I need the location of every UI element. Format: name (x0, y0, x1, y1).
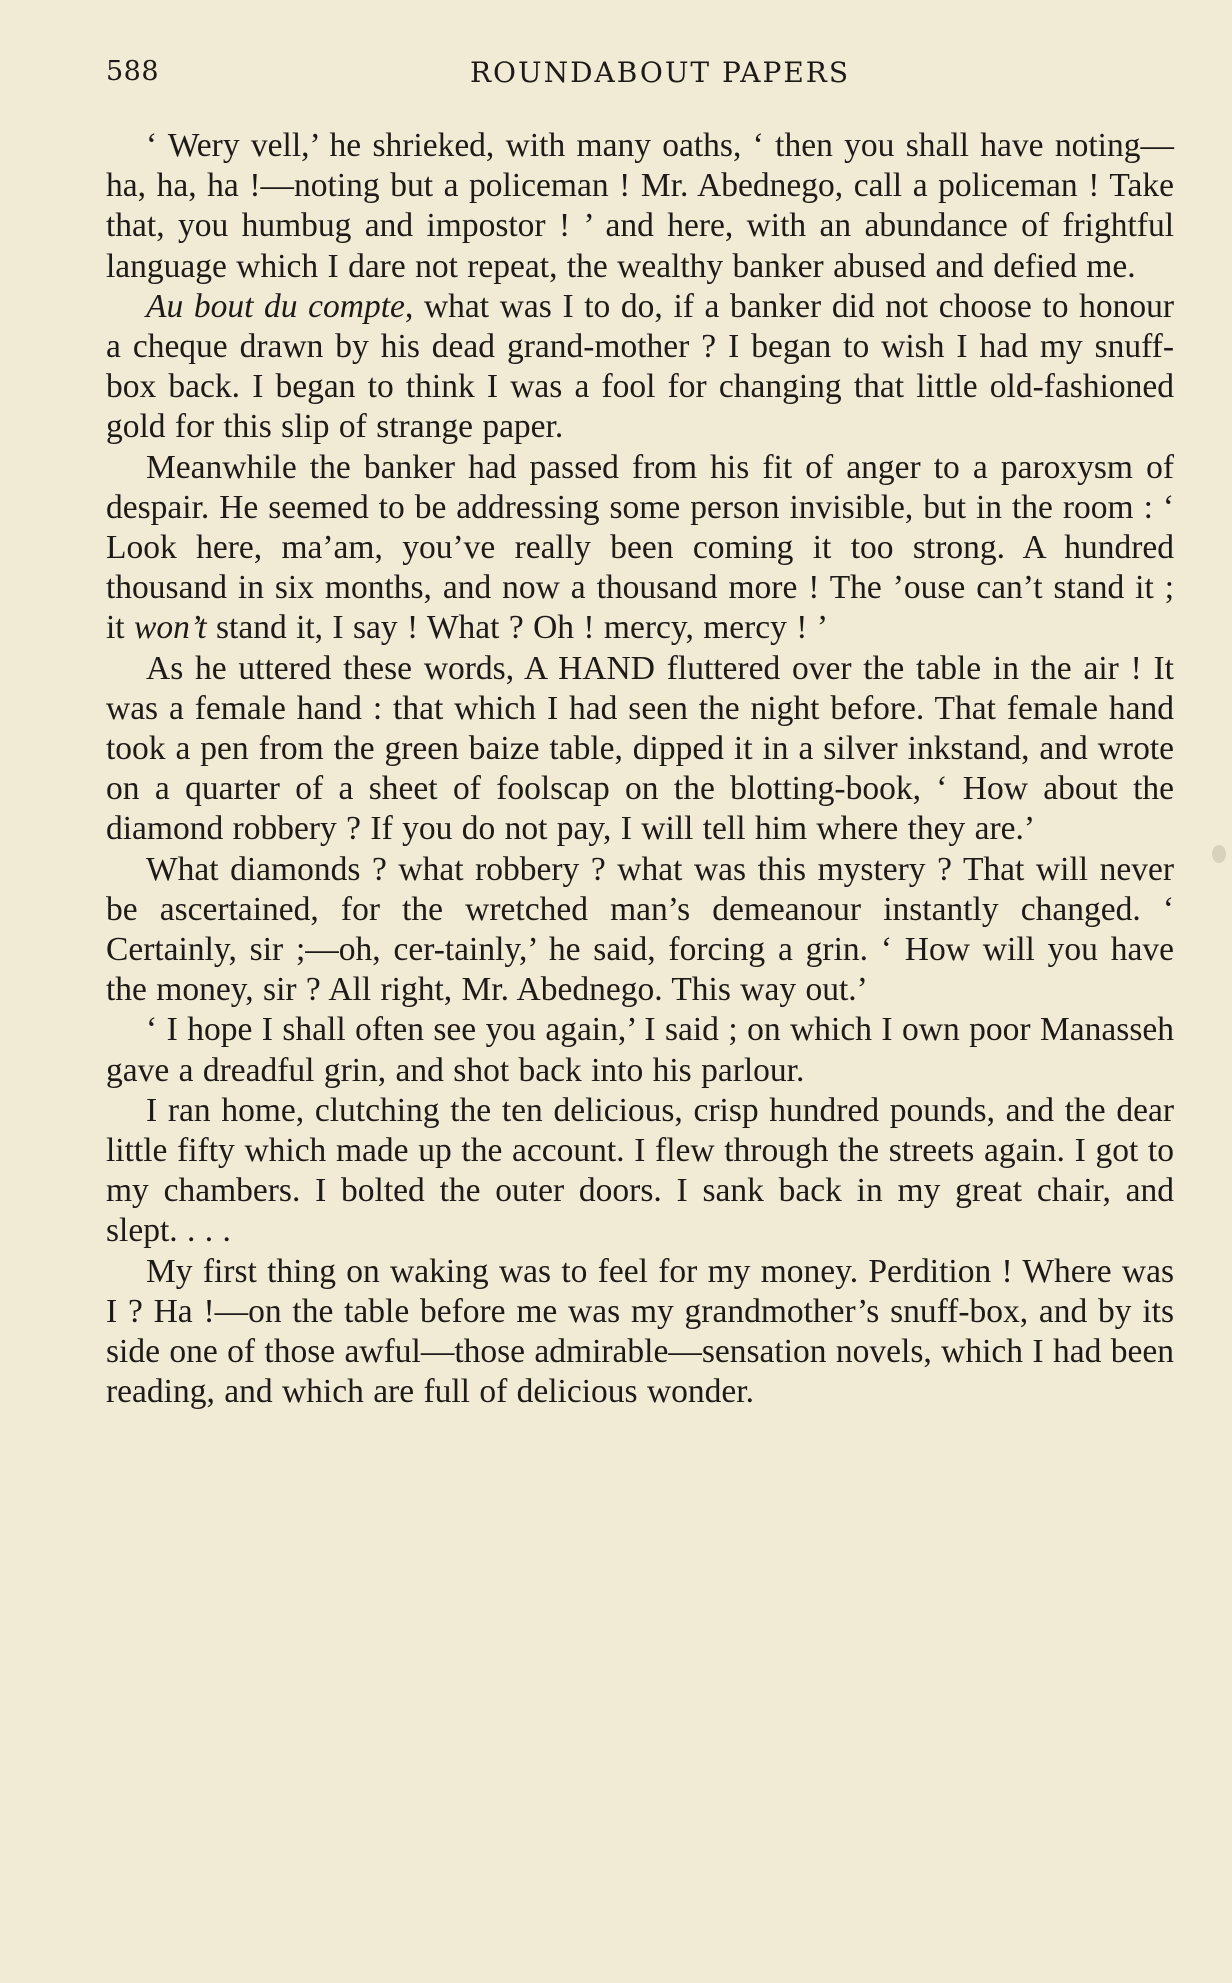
paragraph: As he uttered these words, A HAND fluttered over the table in the air ! It was a female hand : that which I had seen the night before. That female hand took a pen from the green baize table, dipped it in a silver inkstand, and wrote on a quarter of a sheet of foolscap on the blotting-book, ‘ How about the diamond robbery ? If you do not pay, I will tell him where they are.’ (106, 649, 1174, 848)
page-number: 588 (106, 56, 160, 87)
paragraph: My first thing on waking was to feel for my money. Perdition ! Where was I ? Ha !—on the table before me was my grandmother’s snuff-box, and by its side one of those awful—those admirable—sensation novels, which I had been reading, and which are full of delicious wonder. (106, 1252, 1174, 1411)
paragraph-text: , what was I to do, if a banker did not choose to honour a cheque drawn by his dead grand-mother ? I began to wish I had my snuff-box back. I began to think I was a fool for changing that little old-fashioned gold for this slip of strange paper. (106, 287, 1174, 446)
paragraph (106, 287, 1174, 448)
paragraph: I ran home, clutching the ten delicious, crisp hundred pounds, and the dear little fifty which made up the account. I flew through the streets again. I got to my chambers. I bolted the outer doors. I sank back in my great chair, and slept. . . . (106, 1091, 1174, 1250)
italic-phrase: Au bout du compte (146, 287, 405, 325)
page-header (106, 48, 1174, 98)
paper-speck (1212, 845, 1226, 863)
paragraph: ‘ I hope I shall often see you again,’ I said ; on which I own poor Manasseh gave a dreadful grin, and shot back into his parlour. (106, 1011, 1174, 1089)
paragraph: ‘ Wery vell,’ he shrieked, with many oaths, ‘ then you shall have noting—ha, ha, ha !—noting but a policeman ! Mr. Abednego, call a policeman ! Take that, you humbug and impostor ! ’ and here, with an abundance of frightful language which I dare not repeat, the wealthy banker abused and defied me. (106, 127, 1174, 285)
body-text (106, 126, 1174, 1413)
paragraph-text: Meanwhile the banker had passed from his fit of anger to a paroxysm of despair. He seemed to be addressing some person invisible, but in the room : ‘ Look here, ma’am, you’ve really been coming it too strong. A hundred thousand in six months, and now a thousand more ! The ’ouse can’t stand it ; it (106, 448, 1174, 647)
paragraph (106, 448, 1174, 649)
paragraph: What diamonds ? what robbery ? what was this mystery ? That will never be ascertained, for the wretched man’s demeanour instantly changed. ‘ Certainly, sir ;—oh, cer-tainly,’ he said, forcing a grin. ‘ How will you have the money, sir ? All right, Mr. Abednego. This way out.’ (106, 850, 1174, 1009)
paragraph-text: stand it, I say ! What ? Oh ! mercy, mercy ! ’ (206, 609, 828, 647)
book-page (106, 48, 1174, 1413)
italic-word: won’t (134, 609, 207, 647)
running-head: ROUNDABOUT PAPERS (469, 56, 851, 89)
